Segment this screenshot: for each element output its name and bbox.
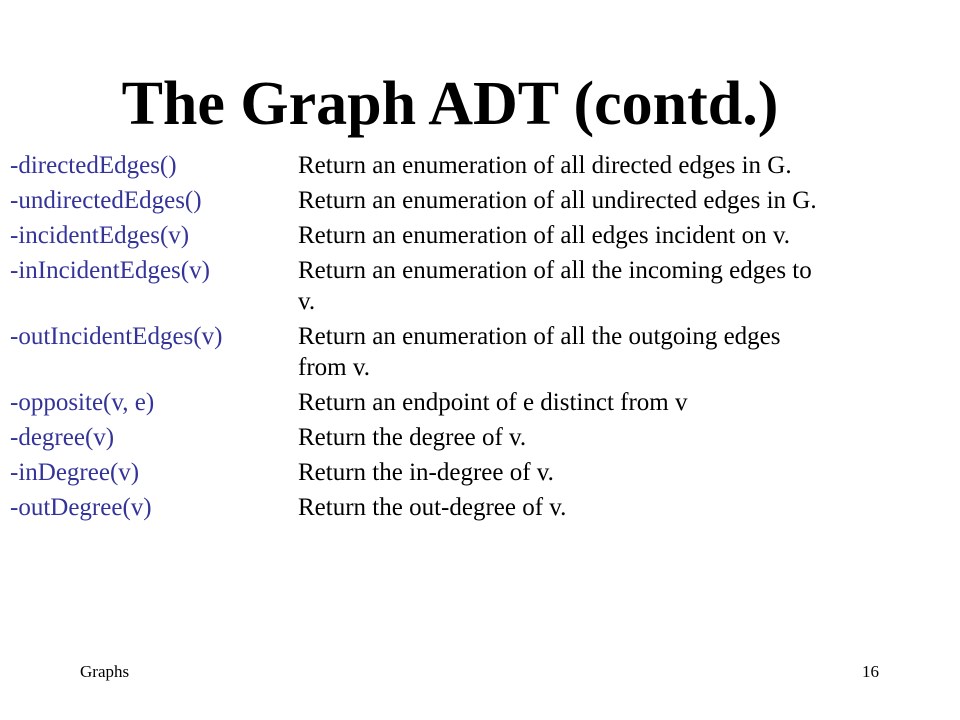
method-row [10, 150, 850, 181]
method-row [10, 422, 850, 453]
method-name: -inIncidentEdges(v) [10, 257, 210, 284]
method-name: -opposite(v, e) [10, 389, 155, 416]
method-row [10, 220, 850, 251]
method-description: Return an endpoint of e distinct from v [298, 389, 688, 416]
method-description: Return the in-degree of v. [298, 459, 554, 486]
method-name: -directedEdges() [10, 152, 177, 179]
method-description: Return an enumeration of all undirected edges in G. [298, 187, 817, 214]
footer-label: Graphs [80, 662, 130, 681]
method-row [10, 457, 850, 488]
method-row [10, 492, 850, 523]
slide-title: The Graph ADT (contd.) [121, 70, 779, 138]
method-description: Return an enumeration of all the outgoing edges from v. [298, 323, 781, 381]
method-name: -outIncidentEdges(v) [10, 323, 223, 350]
method-row [10, 185, 850, 216]
method-row [10, 321, 850, 383]
method-list [10, 150, 850, 527]
method-name: -outDegree(v) [10, 494, 152, 521]
method-name: -inDegree(v) [10, 459, 140, 486]
method-name: -degree(v) [10, 424, 115, 451]
method-name: -incidentEdges(v) [10, 222, 190, 249]
method-row [10, 387, 850, 418]
method-description: Return the out-degree of v. [298, 494, 567, 521]
method-row [10, 255, 850, 317]
method-description: Return an enumeration of all the incoming edges to v. [298, 257, 812, 315]
method-name: -undirectedEdges() [10, 187, 202, 214]
method-description: Return the degree of v. [298, 424, 527, 451]
method-description: Return an enumeration of all directed edges in G. [298, 152, 792, 179]
page-number: 16 [862, 662, 879, 681]
method-description: Return an enumeration of all edges incident on v. [298, 222, 790, 249]
